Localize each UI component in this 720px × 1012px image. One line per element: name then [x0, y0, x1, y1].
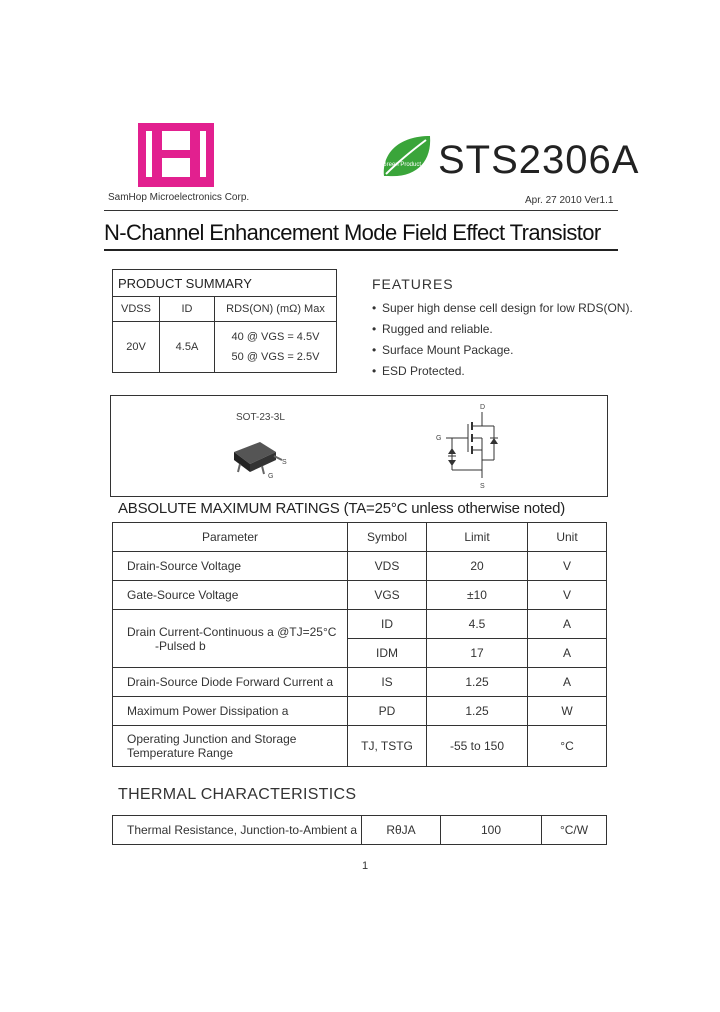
package-label: SOT-23-3L — [236, 412, 285, 423]
table-row: Drain Current-Continuous a @TJ=25°C -Pulsed b ID 4.5 A — [113, 610, 607, 639]
mosfet-schematic-symbol — [432, 400, 512, 490]
rds-header: RDS(ON) (mΩ) Max — [215, 297, 337, 322]
company-name: SamHop Microelectronics Corp. — [108, 192, 250, 203]
rds-value-2: 50 @ VGS = 2.5V — [231, 351, 320, 363]
revision-date: Apr. 27 2010 Ver1.1 — [525, 195, 614, 206]
title-divider — [104, 249, 618, 251]
features-list — [372, 298, 633, 382]
part-number: STS2306A — [438, 138, 640, 182]
vdss-header: VDSS — [113, 297, 160, 322]
document-title: N-Channel Enhancement Mode Field Effect Transistor — [104, 220, 601, 245]
features-heading: FEATURES — [372, 276, 454, 292]
amr-col-unit: Unit — [528, 523, 607, 552]
table-row: Maximum Power Dissipation a PD 1.25 W — [113, 697, 607, 726]
table-row: Operating Junction and Storage Temperature Range TJ, TSTG -55 to 150 °C — [113, 726, 607, 767]
rds-values — [215, 322, 337, 373]
pin-s-label: S — [480, 483, 485, 490]
feature-item: • Super high dense cell design for low RDS(ON). — [372, 301, 633, 315]
table-row: Gate-Source Voltage VGS ±10 V — [113, 581, 607, 610]
amr-col-limit: Limit — [427, 523, 528, 552]
product-summary-table — [112, 269, 337, 373]
green-product-leaf-icon — [376, 132, 436, 182]
product-summary-heading: PRODUCT SUMMARY — [113, 270, 337, 297]
pin-s-label: S — [282, 459, 287, 466]
amr-col-parameter: Parameter — [113, 523, 348, 552]
id-header: ID — [160, 297, 215, 322]
feature-item: • ESD Protected. — [372, 364, 465, 378]
green-product-text: Green Product — [382, 162, 422, 168]
amr-col-symbol: Symbol — [348, 523, 427, 552]
absolute-max-ratings-table — [112, 522, 607, 767]
sot23-package-image — [226, 434, 306, 480]
table-row: Drain-Source Diode Forward Current a IS 1.25 A — [113, 668, 607, 697]
table-row: Drain-Source Voltage VDS 20 V — [113, 552, 607, 581]
feature-item: • Rugged and reliable. — [372, 322, 493, 336]
thermal-heading: THERMAL CHARACTERISTICS — [118, 786, 357, 803]
amr-heading: ABSOLUTE MAXIMUM RATINGS (TA=25°C unless otherwise noted) — [118, 500, 566, 517]
pin-g-label: G — [436, 435, 442, 442]
package-diagram-box — [110, 395, 608, 497]
header-divider — [104, 210, 618, 211]
pin-g-label: G — [268, 473, 274, 480]
thermal-table — [112, 815, 607, 845]
feature-item: • Surface Mount Package. — [372, 343, 514, 357]
vdss-value: 20V — [113, 322, 160, 373]
pin-d-label: D — [480, 404, 486, 411]
samhop-logo — [138, 123, 214, 187]
table-row: Thermal Resistance, Junction-to-Ambient a RθJA 100 °C/W — [113, 816, 607, 845]
id-value: 4.5A — [160, 322, 215, 373]
table-row: IDM 17 A — [113, 639, 607, 668]
page-number: 1 — [362, 860, 369, 872]
rds-value-1: 40 @ VGS = 4.5V — [231, 331, 320, 343]
